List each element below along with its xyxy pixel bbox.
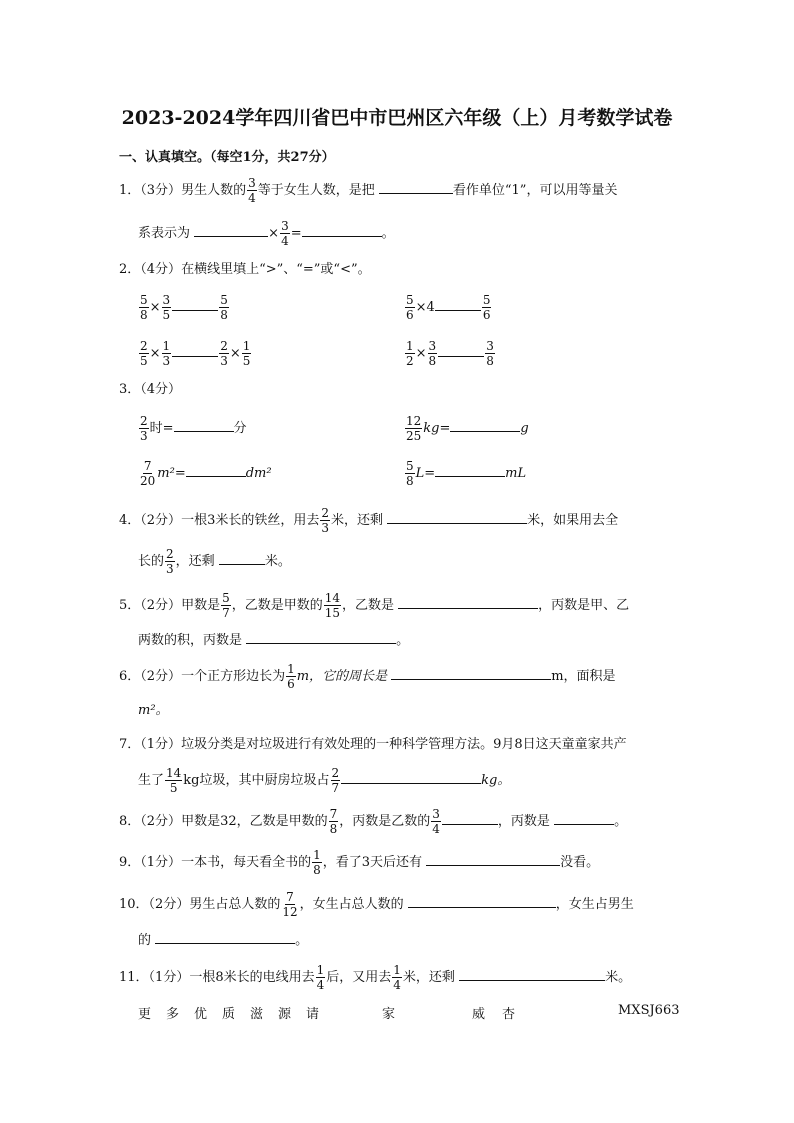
answer-blank[interactable] [172, 342, 218, 357]
question-11: 11．（1分）一根8米长的电线用去 $\frac{1}{4}$ 后，又用去 $\frac{1}{4}$ 米，还剩 米。 [119, 963, 632, 992]
answer-blank[interactable] [341, 769, 481, 784]
question-1-line-2: 系表示为 × $\frac{3}{4}$ = 。 [138, 219, 395, 248]
answer-blank[interactable] [435, 462, 505, 477]
answer-blank[interactable] [426, 851, 560, 866]
footer-char: 请 [306, 1007, 320, 1022]
conversion-item-d: $\frac{5}{8}$ L= mL [406, 459, 527, 488]
answer-blank[interactable] [438, 342, 484, 357]
answer-blank[interactable] [398, 594, 538, 609]
answer-blank[interactable] [172, 296, 218, 311]
answer-blank[interactable] [554, 810, 614, 825]
answer-blank[interactable] [435, 296, 481, 311]
footer-char: 优 [194, 1007, 208, 1022]
answer-blank[interactable] [387, 509, 527, 524]
footer-char: 源 [278, 1007, 292, 1022]
answer-blank[interactable] [442, 810, 498, 825]
footer-char: 家 [382, 1007, 396, 1022]
question-8: 8．（2分）甲数是32，乙数是甲数的 $\frac{7}{8}$ ，丙数是乙数的 $\frac{3}{4}$ ，丙数是 。 [119, 807, 628, 836]
question-9: 9．（1分）一本书，每天看全书的 $\frac{1}{8}$ ，看了3天后还有 没看。 [119, 848, 600, 877]
compare-item-c: $\frac{2}{5}$ × $\frac{1}{3}$ $\frac{2}{3}$ × $\frac{1}{5}$ [140, 339, 251, 368]
compare-item-b: $\frac{5}{6}$ ×4 $\frac{5}{6}$ [406, 293, 491, 322]
question-5-line-1: 5．（2分）甲数是 $\frac{5}{7}$ ，乙数是甲数的 $\frac{14}{15}$ ，乙数是 ，丙数是甲、乙 [119, 591, 630, 620]
question-7-line-1: 7．（1分）垃圾分类是对垃圾进行有效处理的一种科学管理方法。9月8日这天童童家共产 [119, 737, 627, 752]
question-3-stem: 3．（4分） [119, 382, 182, 397]
compare-item-a: $\frac{5}{8}$ × $\frac{3}{5}$ $\frac{5}{8}$ [140, 293, 228, 322]
answer-blank[interactable] [302, 222, 382, 237]
answer-blank[interactable] [219, 550, 265, 565]
conversion-item-a: $\frac{2}{3}$ 时= 分 [140, 414, 247, 443]
answer-blank[interactable] [174, 417, 234, 432]
section-heading: 一、认真填空。（每空1分，共27分） [119, 150, 335, 165]
question-6-line-2: m²。 [138, 703, 169, 718]
question-6-line-1: 6．（2分）一个正方形边长为 $\frac{1}{6}$ m，它的周长是 m，面积是 [119, 662, 616, 691]
footer-char: 多 [166, 1007, 180, 1022]
answer-blank[interactable] [391, 665, 551, 680]
compare-item-d: $\frac{1}{2}$ × $\frac{3}{8}$ $\frac{3}{8}$ [406, 339, 494, 368]
question-4-line-2: 长的 $\frac{2}{3}$ ，还剩 米。 [138, 547, 291, 576]
footer-code: MXSJ663 [618, 1003, 680, 1018]
question-5-line-2: 两数的积，丙数是 。 [138, 629, 409, 651]
conversion-item-b: $\frac{12}{25}$ kg= g [406, 414, 529, 443]
answer-blank[interactable] [155, 929, 295, 944]
footer-char: 杏 [502, 1007, 516, 1022]
answer-blank[interactable] [459, 966, 605, 981]
question-1-line-1: 1．（3分）男生人数的 $\frac{3}{4}$ 等于女生人数，是把 看作单位“1”，可以用等量关 [119, 176, 618, 205]
footer-char: 威 [472, 1007, 486, 1022]
answer-blank[interactable] [246, 629, 396, 644]
answer-blank[interactable] [379, 179, 453, 194]
answer-blank[interactable] [408, 893, 556, 908]
footer-char: 更 [138, 1007, 152, 1022]
answer-blank[interactable] [450, 417, 520, 432]
question-7-line-2: 生了 $\frac{14}{5}$ kg垃圾，其中厨房垃圾占 $\frac{2}{7}$ kg。 [138, 766, 511, 795]
page-title: 2023-2024学年四川省巴中市巴州区六年级（上）月考数学试卷 [121, 107, 673, 129]
question-4-line-1: 4．（2分）一根3米长的铁丝，用去 $\frac{2}{3}$ 米，还剩 米，如果用去全 [119, 506, 619, 535]
question-10-line-1: 10．（2分）男生占总人数的 $\frac{7}{12}$ ，女生占总人数的 ，女生占男生 [119, 890, 634, 919]
footer-char: 质 [222, 1007, 236, 1022]
footer-char: 滋 [250, 1007, 264, 1022]
conversion-item-c: $\frac{7}{20}$ m²= dm² [140, 459, 272, 488]
question-10-line-2: 的 。 [138, 929, 308, 951]
answer-blank[interactable] [186, 462, 246, 477]
answer-blank[interactable] [194, 222, 268, 237]
question-2-stem: 2．（4分）在横线里填上“>”、“=”或“<”。 [119, 262, 371, 277]
